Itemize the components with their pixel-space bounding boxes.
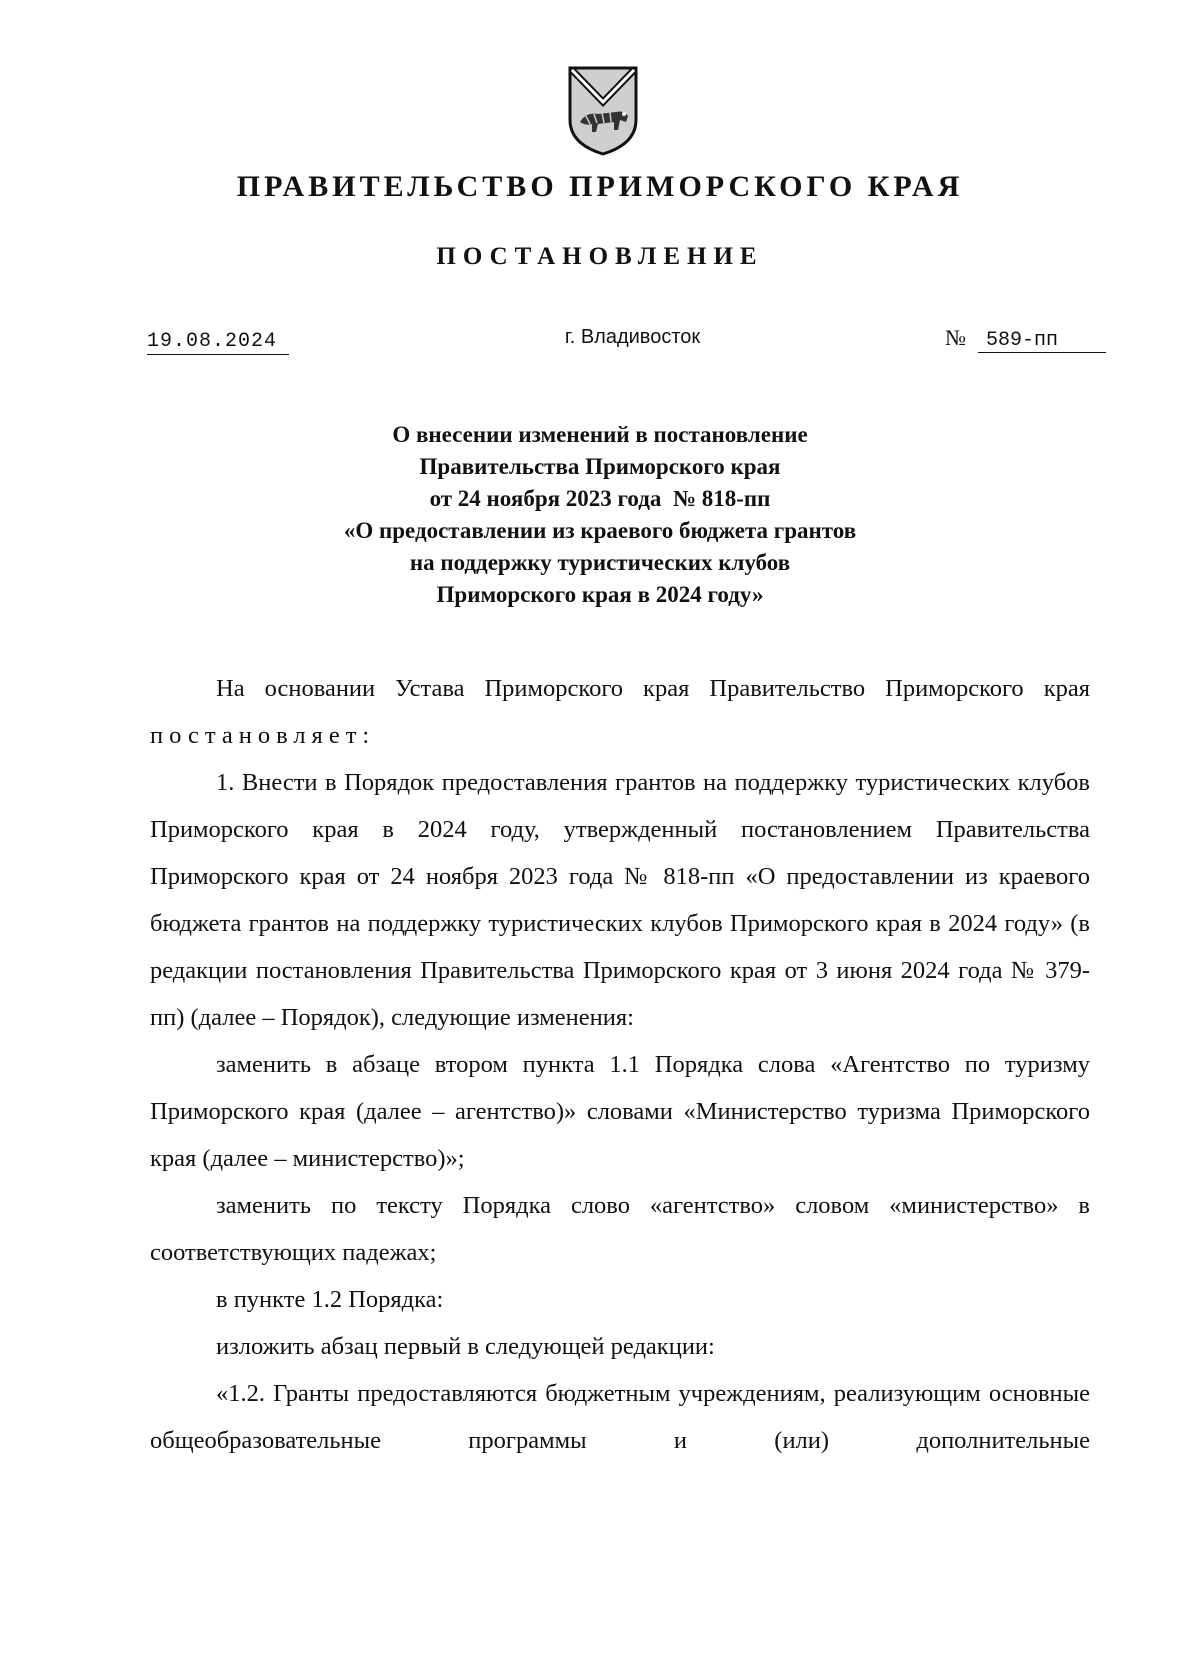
document-date: 19.08.2024 bbox=[147, 330, 289, 355]
paragraph-change-2: заменить по тексту Порядка слово «агентство» словом «министерство» в соответствующих падежах; bbox=[150, 1192, 1090, 1266]
preamble-spaced-word: постановляет: bbox=[150, 722, 376, 749]
number-sign: № bbox=[945, 325, 966, 350]
document-number bbox=[945, 325, 1106, 353]
number-value: 589-пп bbox=[978, 329, 1106, 353]
paragraph-change-4: изложить абзац первый в следующей редакции: bbox=[216, 1333, 715, 1360]
document-title bbox=[0, 419, 1200, 611]
title-line: Правительства Приморского края bbox=[419, 454, 781, 479]
document-city: г. Владивосток bbox=[564, 326, 701, 348]
coat-of-arms-emblem bbox=[564, 62, 642, 158]
title-line: от 24 ноября 2023 года № 818-пп bbox=[429, 486, 771, 511]
paragraph-change-3: в пункте 1.2 Порядка: bbox=[216, 1286, 444, 1313]
preamble-text: На основании Устава Приморского края Правительство Приморского края bbox=[216, 675, 1090, 702]
document-type-heading: ПОСТАНОВЛЕНИЕ bbox=[436, 243, 764, 270]
title-line: на поддержку туристических клубов bbox=[409, 550, 791, 575]
title-line: Приморского края в 2024 году» bbox=[436, 582, 764, 607]
title-line: О внесении изменений в постановление bbox=[392, 422, 808, 447]
document-body bbox=[150, 665, 1090, 1464]
paragraph-quote: «1.2. Гранты предоставляются бюджетным учреждениям, реализующим основные общеобразовательные программы и (или) дополнительные bbox=[150, 1380, 1090, 1454]
paragraph-preamble bbox=[150, 665, 1090, 759]
paragraph-item-1: 1. Внести в Порядок предоставления грантов на поддержку туристических клубов Приморского края в 2024 году, утвержденный постановлением Правительства Приморского края от 24 ноября 2023 года № 818-пп «О предоставлении из краевого бюджета грантов на поддержку туристических клубов Приморского края в 2024 году» (в редакции постановления Правительства Приморского края от 3 июня 2024 года № 379-пп) (далее – Порядок), следующие изменения: bbox=[150, 769, 1090, 1031]
organization-heading: ПРАВИТЕЛЬСТВО ПРИМОРСКОГО КРАЯ bbox=[236, 170, 964, 203]
paragraph-change-1: заменить в абзаце втором пункта 1.1 Порядка слова «Агентство по туризму Приморского края (далее – агентство)» словами «Министерство туризма Приморского края (далее – министерство)»; bbox=[150, 1051, 1090, 1172]
title-line: «О предоставлении из краевого бюджета грантов bbox=[343, 518, 857, 543]
